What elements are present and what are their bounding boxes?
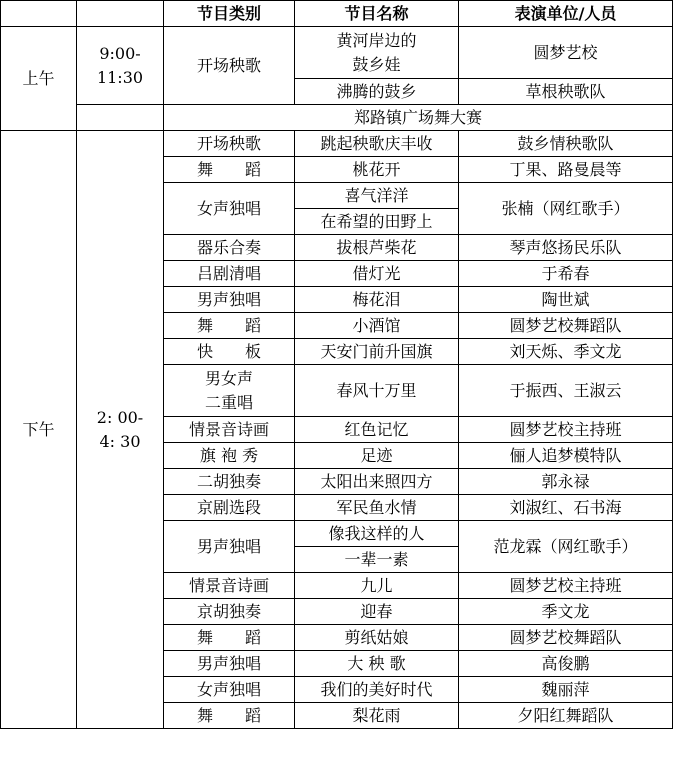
performer: 魏丽萍 (459, 677, 673, 703)
program-name: 跳起秧歌庆丰收 (295, 131, 459, 157)
performer: 张楠（网红歌手） (459, 183, 673, 235)
program-name: 沸腾的鼓乡 (295, 79, 459, 105)
performer: 圆梦艺校舞蹈队 (459, 313, 673, 339)
time-afternoon-start: 2: 00- (96, 407, 144, 427)
program-category: 快 板 (164, 339, 295, 365)
header-category: 节目类别 (164, 1, 295, 27)
period-afternoon: 下午 (1, 131, 77, 729)
performer: 圆梦艺校舞蹈队 (459, 625, 673, 651)
header-program-name: 节目名称 (295, 1, 459, 27)
program-category: 器乐合奏 (164, 235, 295, 261)
performer: 圆梦艺校主持班 (459, 573, 673, 599)
program-name: 剪纸姑娘 (295, 625, 459, 651)
program-category: 女声独唱 (164, 183, 295, 235)
program-category: 旗 袍 秀 (164, 443, 295, 469)
program-category: 男声独唱 (164, 521, 295, 573)
time-afternoon (77, 131, 164, 729)
event-banner: 郑路镇广场舞大赛 (164, 105, 673, 131)
program-name: 借灯光 (295, 261, 459, 287)
program-category (164, 365, 295, 417)
time-morning-start: 9:00- (99, 43, 141, 63)
program-category: 二胡独奏 (164, 469, 295, 495)
program-category: 舞 蹈 (164, 703, 295, 729)
performer: 郭永禄 (459, 469, 673, 495)
program-category: 京剧选段 (164, 495, 295, 521)
performer: 范龙霖（网红歌手） (459, 521, 673, 573)
program-name: 小酒馆 (295, 313, 459, 339)
program-category: 舞 蹈 (164, 157, 295, 183)
program-name: 足迹 (295, 443, 459, 469)
header-performer: 表演单位/人员 (459, 1, 673, 27)
program-name: 像我这样的人 (295, 521, 459, 547)
performer: 俪人追梦模特队 (459, 443, 673, 469)
time-morning (77, 27, 164, 105)
header-blank-time (77, 1, 164, 27)
performer: 草根秧歌队 (459, 79, 673, 105)
program-category-line1: 男女声 (204, 368, 253, 388)
program-name-line2: 鼓乡娃 (352, 54, 401, 74)
time-morning-end: 11:30 (96, 67, 144, 87)
performer: 琴声悠扬民乐队 (459, 235, 673, 261)
program-name: 拔根芦柴花 (295, 235, 459, 261)
program-category: 情景音诗画 (164, 573, 295, 599)
program-name: 在希望的田野上 (295, 209, 459, 235)
performer: 圆梦艺校主持班 (459, 417, 673, 443)
program-category-line2: 二重唱 (204, 392, 253, 412)
performer: 鼓乡情秧歌队 (459, 131, 673, 157)
performer: 刘天烁、季文龙 (459, 339, 673, 365)
performer: 于振西、王淑云 (459, 365, 673, 417)
program-name: 军民鱼水情 (295, 495, 459, 521)
performer: 夕阳红舞蹈队 (459, 703, 673, 729)
performer: 高俊鹏 (459, 651, 673, 677)
program-category: 舞 蹈 (164, 625, 295, 651)
time-afternoon-end: 4: 30 (99, 431, 141, 451)
period-morning: 上午 (1, 27, 77, 131)
program-name: 喜气洋洋 (295, 183, 459, 209)
program-name (295, 27, 459, 79)
program-category: 开场秧歌 (164, 131, 295, 157)
morning-banner-blank (77, 105, 164, 131)
program-name: 大 秧 歌 (295, 651, 459, 677)
program-name-line1: 黄河岸边的 (336, 30, 417, 50)
program-name: 天安门前升国旗 (295, 339, 459, 365)
morning-category: 开场秧歌 (164, 27, 295, 105)
header-row (1, 1, 673, 27)
header-blank-period (1, 1, 77, 27)
performer: 季文龙 (459, 599, 673, 625)
program-category: 男声独唱 (164, 651, 295, 677)
program-category: 吕剧清唱 (164, 261, 295, 287)
program-category: 情景音诗画 (164, 417, 295, 443)
program-category: 舞 蹈 (164, 313, 295, 339)
program-name: 我们的美好时代 (295, 677, 459, 703)
program-name: 一辈一素 (295, 547, 459, 573)
performer: 陶世斌 (459, 287, 673, 313)
program-name: 太阳出来照四方 (295, 469, 459, 495)
program-name: 春风十万里 (295, 365, 459, 417)
performer: 丁果、路曼晨等 (459, 157, 673, 183)
performer: 于希春 (459, 261, 673, 287)
afternoon-row (1, 131, 673, 157)
program-name: 九儿 (295, 573, 459, 599)
program-category: 女声独唱 (164, 677, 295, 703)
program-category: 京胡独奏 (164, 599, 295, 625)
morning-row-1 (1, 27, 673, 79)
program-category: 男声独唱 (164, 287, 295, 313)
morning-banner-row (1, 105, 673, 131)
performer: 圆梦艺校 (459, 27, 673, 79)
program-name: 梅花泪 (295, 287, 459, 313)
program-name: 迎春 (295, 599, 459, 625)
performer: 刘淑红、石书海 (459, 495, 673, 521)
program-name: 桃花开 (295, 157, 459, 183)
program-name: 梨花雨 (295, 703, 459, 729)
program-name: 红色记忆 (295, 417, 459, 443)
